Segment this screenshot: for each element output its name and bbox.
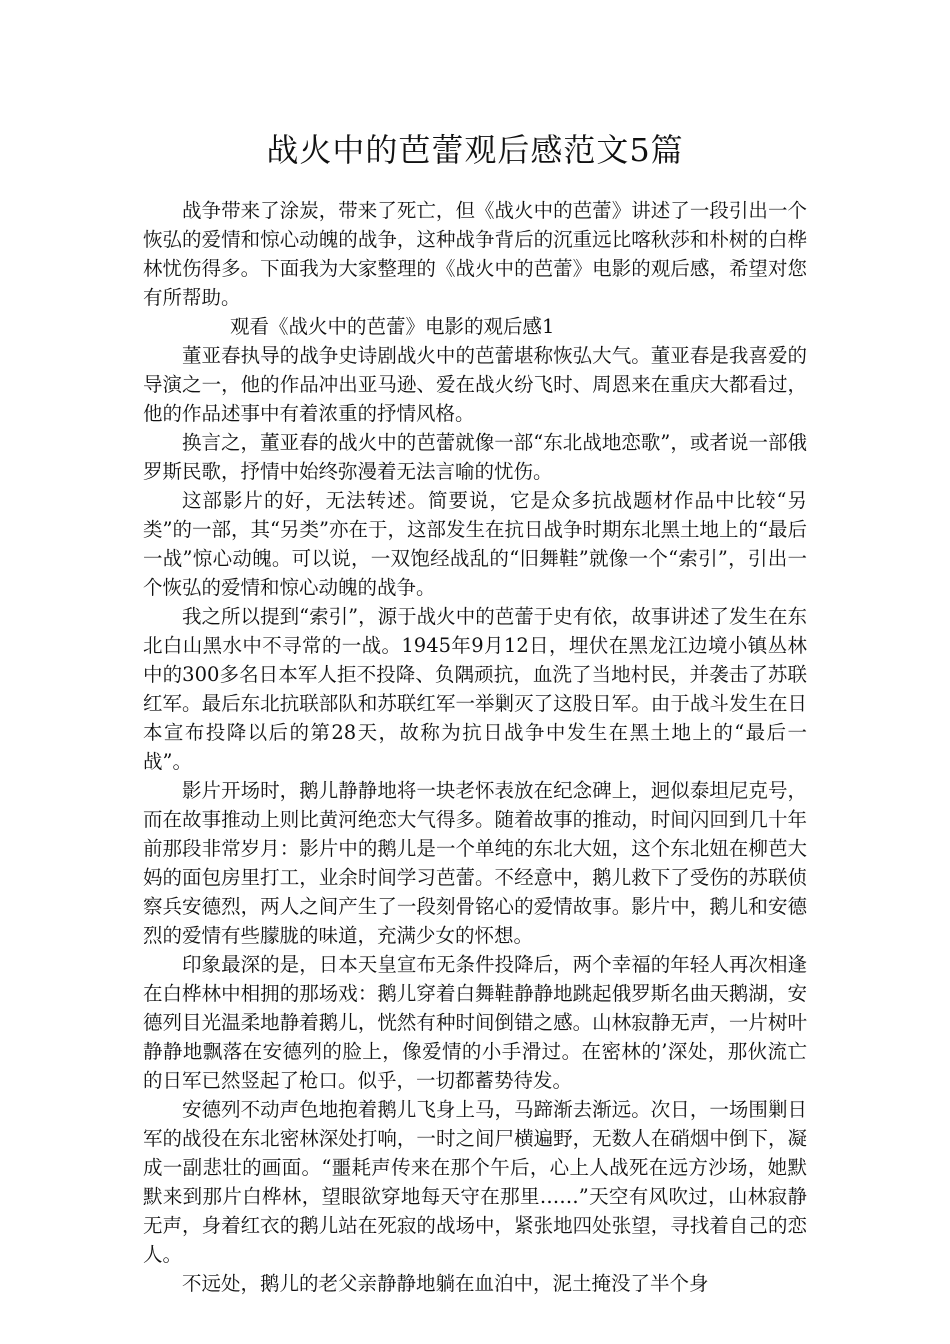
paragraph-2: 换言之，董亚春的战火中的芭蕾就像一部“东北战地恋歌”，或者说一部俄罗斯民歌，抒情中始终弥漫着无法言喻的忧伤。 [143,431,807,483]
paragraph-7: 安德列不动声色地抱着鹅儿飞身上马，马蹄渐去渐远。次日，一场围剿日军的战役在东北密林深处打响，一时之间尸横遍野，无数人在硝烟中倒下，凝成一副悲壮的画面。“噩耗声传来在那个午后，心上人战死在远方沙场，她默默来到那片白桦林，望眼欲穿地每天守在那里……”天空有风吹过，山林寂静无声，身着红衣的鹅儿站在死寂的战场中，紧张地四处张望，寻找着自己的恋人。 [143,1098,807,1266]
article-body [143,196,807,1298]
paragraph-4: 我之所以提到“索引”，源于战火中的芭蕾于史有依，故事讲述了发生在东北白山黑水中不寻常的一战。1945年9月12日，埋伏在黑龙江边境小镇丛林中的300多名日本军人拒不投降、负隅顽抗，血洗了当地村民，并袭击了苏联红军。最后东北抗联部队和苏联红军一举剿灭了这股日军。由于战斗发生在日本宣布投降以后的第28天，故称为抗日战争中发生在黑土地上的“最后一战”。 [143,605,807,773]
intro-paragraph: 战争带来了涂炭，带来了死亡，但《战火中的芭蕾》讲述了一段引出一个恢弘的爱情和惊心动魄的战争，这种战争背后的沉重远比喀秋莎和朴树的白桦林忧伤得多。下面我为大家整理的《战火中的芭蕾》电影的观后感，希望对您有所帮助。 [143,199,807,309]
paragraph-8: 不远处，鹅儿的老父亲静静地躺在血泊中，泥土掩没了半个身 [182,1272,709,1295]
paragraph-5: 影片开场时，鹅儿静静地将一块老怀表放在纪念碑上，迥似泰坦尼克号，而在故事推动上则比黄河绝恋大气得多。随着故事的推动，时间闪回到几十年前那段非常岁月：影片中的鹅儿是一个单纯的东北大妞，这个东北妞在柳芭大妈的面包房里打工，业余时间学习芭蕾。不经意中，鹅儿救下了受伤的苏联侦察兵安德烈，两人之间产生了一段刻骨铭心的爱情故事。影片中，鹅儿和安德烈的爱情有些朦胧的味道，充满少女的怀想。 [143,779,807,947]
section-title: 观看《战火中的芭蕾》电影的观后感1 [230,315,555,338]
paragraph-1: 董亚春执导的战争史诗剧战火中的芭蕾堪称恢弘大气。董亚春是我喜爱的导演之一，他的作品冲出亚马逊、爱在战火纷飞时、周恩来在重庆大都看过，他的作品述事中有着浓重的抒情风格。 [143,344,807,425]
paragraph-3: 这部影片的好，无法转述。简要说，它是众多抗战题材作品中比较“另类”的一部，其“另类”亦在于，这部发生在抗日战争时期东北黑土地上的“最后一战”惊心动魄。可以说，一双饱经战乱的“旧舞鞋”就像一个“索引”，引出一个恢弘的爱情和惊心动魄的战争。 [143,489,807,599]
page-title: 战火中的芭蕾观后感范文5篇 [266,131,684,169]
paragraph-6: 印象最深的是，日本天皇宣布无条件投降后，两个幸福的年轻人再次相逢在白桦林中相拥的那场戏：鹅儿穿着白舞鞋静静地跳起俄罗斯名曲天鹅湖，安德列目光温柔地静着鹅儿，恍然有种时间倒错之感。山林寂静无声，一片树叶静静地飘落在安德列的脸上，像爱情的小手滑过。在密林的’深处，那伙流亡的日军已然竖起了枪口。似乎，一切都蓄势待发。 [143,953,807,1092]
